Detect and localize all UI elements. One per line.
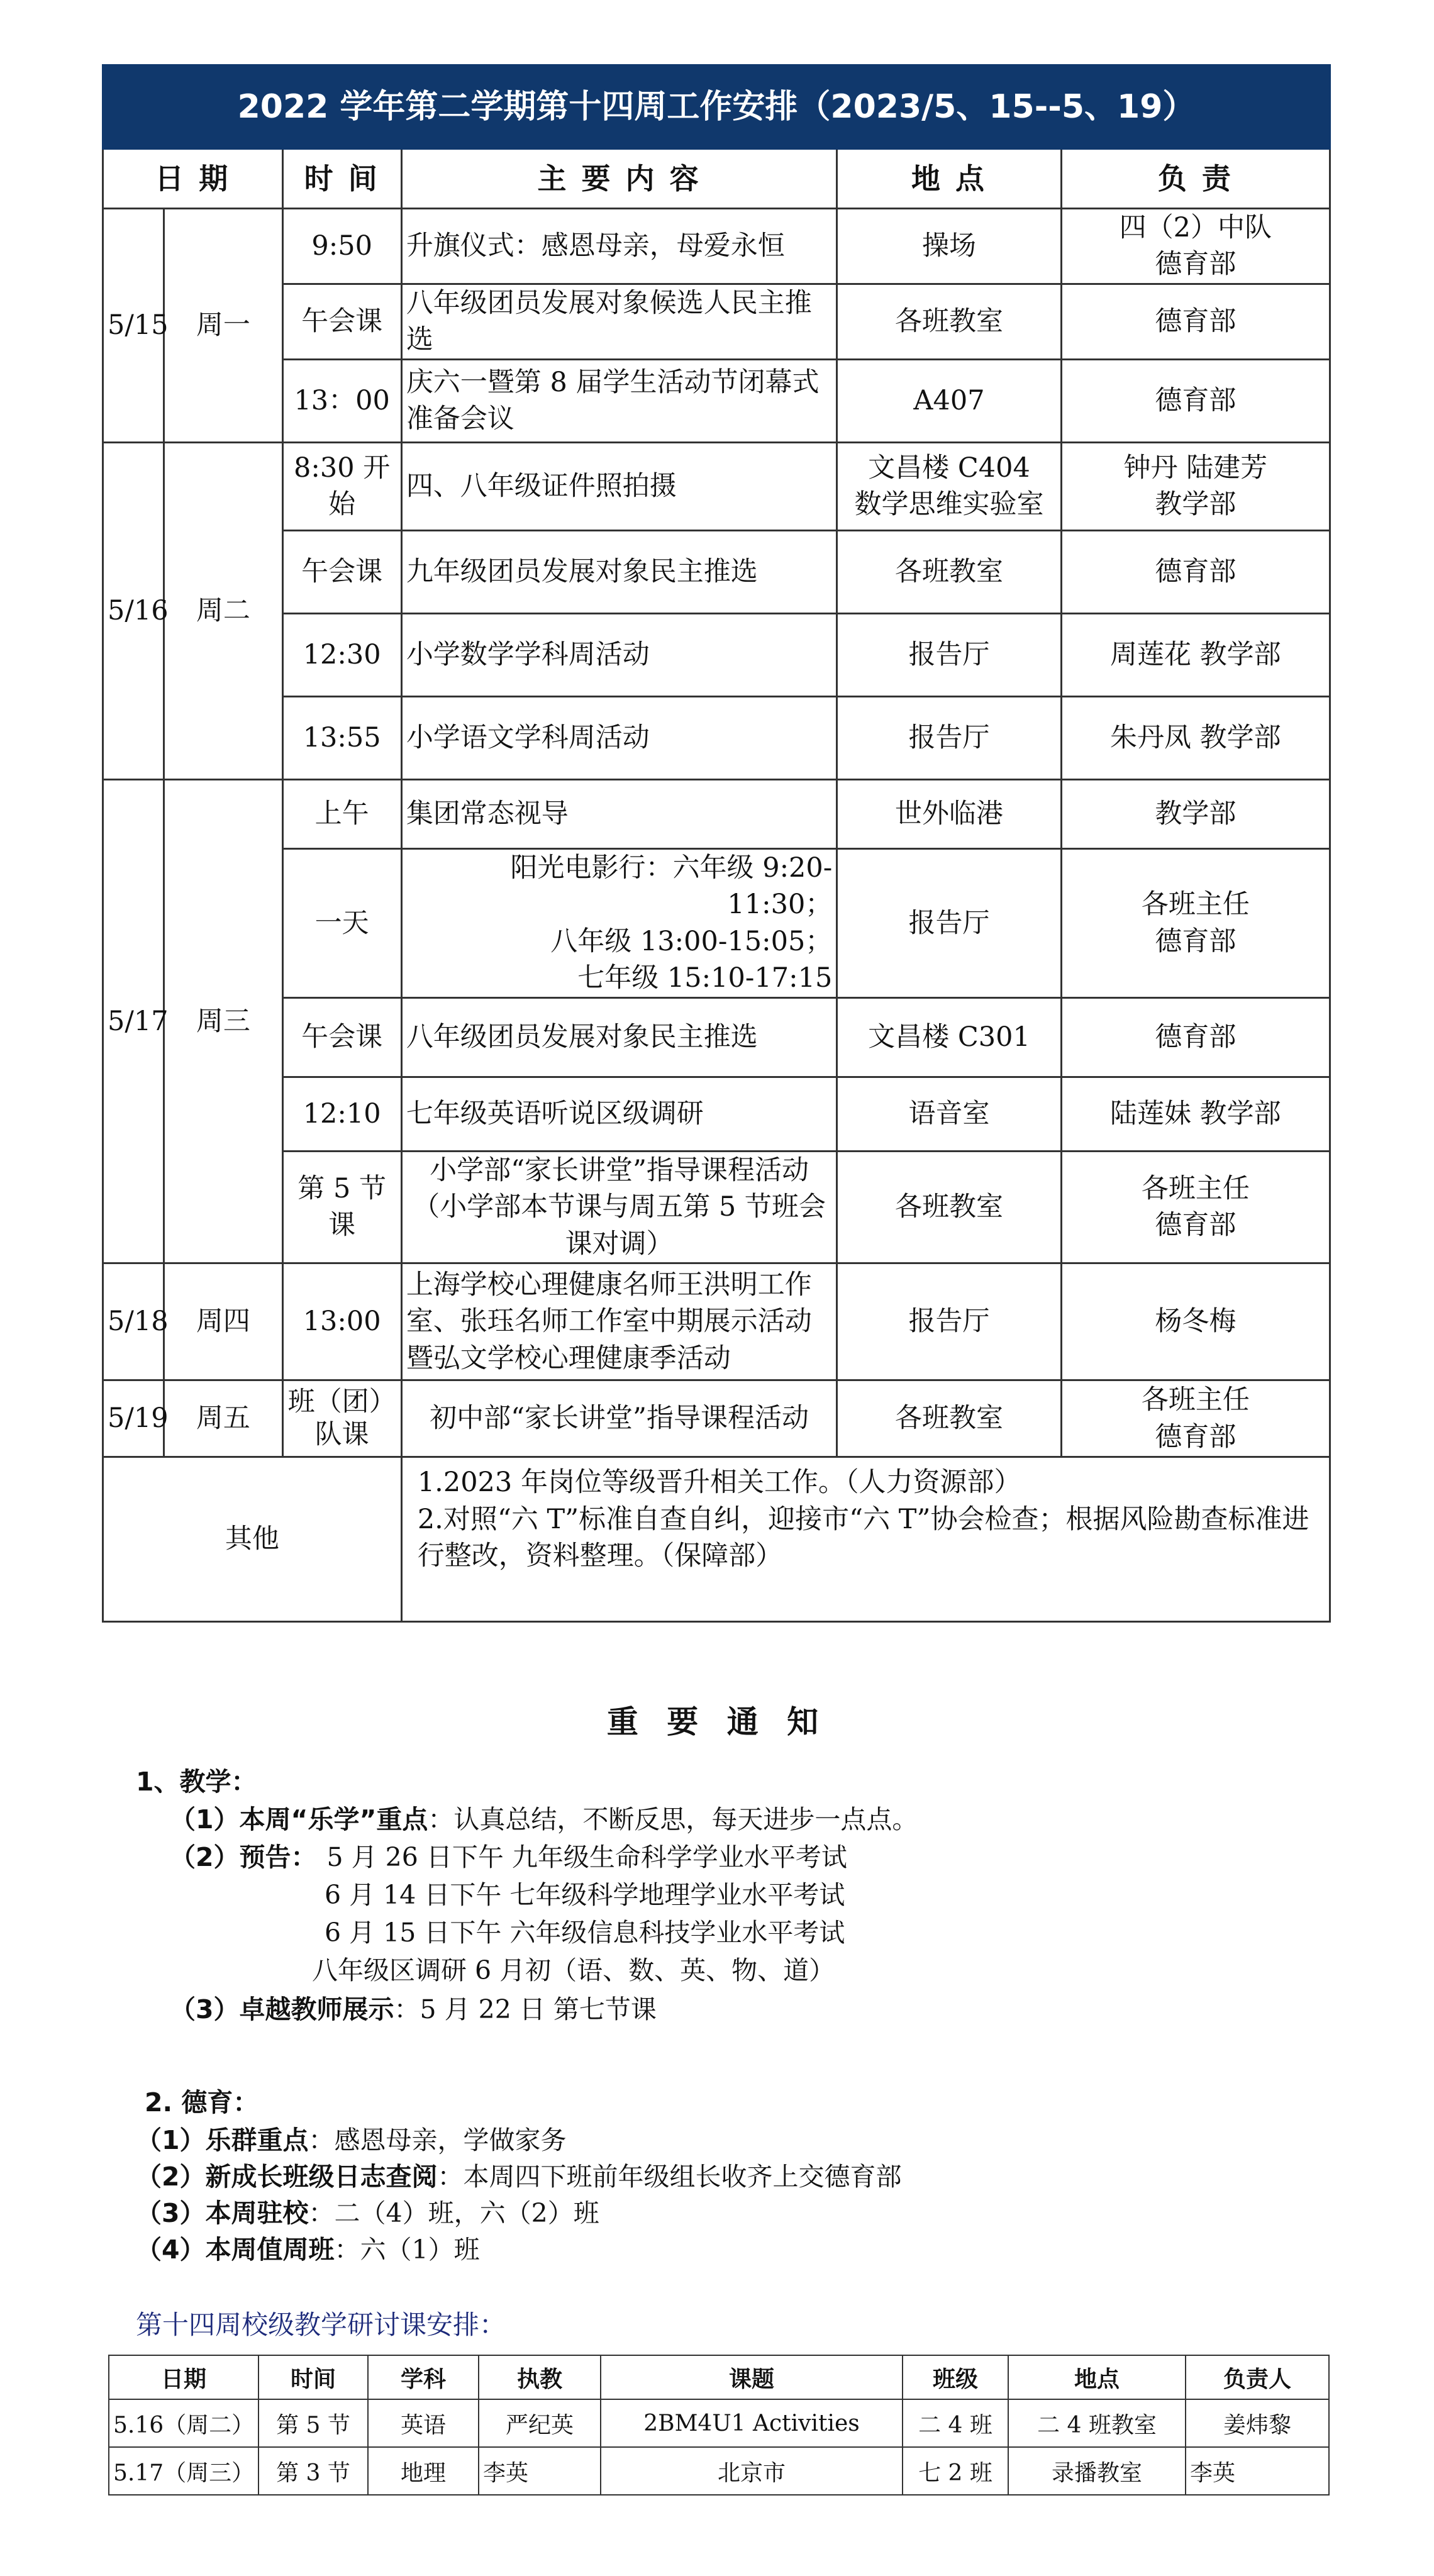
- research-header: 时间: [258, 2355, 368, 2399]
- location-cell: 报告厅: [837, 848, 1061, 997]
- location-cell: 各班教室: [837, 530, 1061, 613]
- time-cell: 13：00: [282, 359, 401, 442]
- research-header-row: [109, 2355, 1329, 2399]
- content-cell: 八年级团员发展对象民主推选: [401, 997, 837, 1077]
- table-row: [109, 2399, 1329, 2447]
- table-row: [103, 1077, 1330, 1151]
- table-row: [103, 997, 1330, 1077]
- owner-cell: 陆莲妹 教学部: [1061, 1077, 1330, 1151]
- date-cell: 5/18: [103, 1263, 164, 1380]
- owner-cell: 德育部: [1061, 284, 1330, 359]
- content-cell: 小学数学学科周活动: [401, 613, 837, 696]
- moral-item-4: （4）本周值周班：六（1）班: [136, 2235, 480, 2265]
- moral-heading: 2. 德育：: [145, 2087, 259, 2118]
- content-cell: 阳光电影行：六年级 9:20-11:30； 八年级 13:00-15:05； 七年级 15:10-17:15: [401, 848, 837, 997]
- content-cell: 初中部“家长讲堂”指导课程活动: [401, 1380, 837, 1457]
- weekday-cell: 周一: [164, 209, 282, 443]
- research-header: 地点: [1008, 2355, 1186, 2399]
- research-cell: 李英: [1186, 2447, 1329, 2495]
- teaching-item-2: （2）预告： 5 月 26 日下午 九年级生命科学学业水平考试: [170, 1842, 847, 1872]
- research-cell: 北京市: [601, 2447, 903, 2495]
- table-row: [103, 848, 1330, 997]
- location-cell: 世外临港: [837, 779, 1061, 848]
- owner-cell: 周莲花 教学部: [1061, 613, 1330, 696]
- research-header: 执教: [479, 2355, 601, 2399]
- date-cell: 5/15: [103, 209, 164, 443]
- notice-title: 重 要 通 知: [606, 1704, 828, 1740]
- content-cell: 升旗仪式：感恩母亲，母爱永恒: [401, 209, 837, 284]
- location-cell: 语音室: [837, 1077, 1061, 1151]
- research-cell: 二 4 班教室: [1008, 2399, 1186, 2447]
- time-cell: 午会课: [282, 530, 401, 613]
- header-date: 日 期: [103, 149, 283, 209]
- content-cell: 四、八年级证件照拍摄: [401, 442, 837, 530]
- preview-line: 八年级区调研 6 月初（语、数、英、物、道）: [312, 1955, 835, 1985]
- table-row: [103, 613, 1330, 696]
- time-cell: 午会课: [282, 284, 401, 359]
- table-row: [109, 2447, 1329, 2495]
- date-cell: 5/19: [103, 1380, 164, 1457]
- content-cell: 八年级团员发展对象候选人民主推选: [401, 284, 837, 359]
- table-row: [103, 359, 1330, 442]
- content-cell: 九年级团员发展对象民主推选: [401, 530, 837, 613]
- teaching-item-3: （3）卓越教师展示：5 月 22 日 第七节课: [170, 1994, 657, 2024]
- table-row: [103, 779, 1330, 848]
- research-cell: 李英: [479, 2447, 601, 2495]
- research-lesson-table: [108, 2355, 1330, 2496]
- moral-item-3: （3）本周驻校：二（4）班，六（2）班: [136, 2198, 599, 2228]
- date-cell: 5/16: [103, 442, 164, 779]
- table-row: [103, 442, 1330, 530]
- table-row: [103, 1151, 1330, 1263]
- owner-cell: 各班主任 德育部: [1061, 1151, 1330, 1263]
- owner-cell: 朱丹凤 教学部: [1061, 696, 1330, 779]
- research-title: 第十四周校级教学研讨课安排：: [136, 2309, 506, 2340]
- research-cell: 5.17（周三）: [109, 2447, 258, 2495]
- location-cell: 报告厅: [837, 696, 1061, 779]
- owner-cell: 杨冬梅: [1061, 1263, 1330, 1380]
- research-cell: 录播教室: [1008, 2447, 1186, 2495]
- research-header: 班级: [903, 2355, 1008, 2399]
- owner-cell: 钟丹 陆建芳 教学部: [1061, 442, 1330, 530]
- other-content: [401, 1457, 1330, 1622]
- teaching-item-1: （1）本周“乐学”重点：认真总结，不断反思，每天进步一点点。: [170, 1804, 918, 1835]
- other-item-2: 2.对照“六 T”标准自查自纠，迎接市“六 T”协会检查；根据风险勘查标准进行整改，资料整理。（保障部）: [417, 1503, 1309, 1572]
- research-cell: 2BM4U1 Activities: [601, 2399, 903, 2447]
- research-header: 负责人: [1186, 2355, 1329, 2399]
- other-label: 其他: [103, 1457, 402, 1622]
- header-location: 地 点: [837, 149, 1061, 209]
- owner-cell: 德育部: [1061, 530, 1330, 613]
- location-cell: A407: [837, 359, 1061, 442]
- owner-cell: 各班主任 德育部: [1061, 848, 1330, 997]
- research-cell: 英语: [368, 2399, 479, 2447]
- other-item-1: 1.2023 年岗位等级晋升相关工作。（人力资源部）: [417, 1467, 1021, 1499]
- location-cell: 各班教室: [837, 1151, 1061, 1263]
- time-cell: 上午: [282, 779, 401, 848]
- location-cell: 文昌楼 C301: [837, 997, 1061, 1077]
- table-row: [103, 209, 1330, 284]
- time-cell: 午会课: [282, 997, 401, 1077]
- time-cell: 8:30 开始: [282, 442, 401, 530]
- table-row: [103, 1380, 1330, 1457]
- owner-cell: 四（2）中队 德育部: [1061, 209, 1330, 284]
- research-header: 日期: [109, 2355, 258, 2399]
- time-cell: 第 5 节课: [282, 1151, 401, 1263]
- weekday-cell: 周五: [164, 1380, 282, 1457]
- content-cell: 上海学校心理健康名师王洪明工作 室、张珏名师工作室中期展示活动 暨弘文学校心理健康季活动: [401, 1263, 837, 1380]
- time-cell: 12:10: [282, 1077, 401, 1151]
- research-cell: 第 5 节: [258, 2399, 368, 2447]
- research-cell: 姜炜黎: [1186, 2399, 1329, 2447]
- weekday-cell: 周四: [164, 1263, 282, 1380]
- moral-item-2: （2）新成长班级日志查阅：本周四下班前年级组长收齐上交德育部: [136, 2162, 902, 2192]
- preview-line: 6 月 15 日下午 六年级信息科技学业水平考试: [325, 1918, 845, 1948]
- content-cell: 小学部“家长讲堂”指导课程活动 （小学部本节课与周五第 5 节班会 课对调）: [401, 1151, 837, 1263]
- moral-item-1: （1）乐群重点：感恩母亲，学做家务: [136, 2125, 567, 2155]
- table-row: [103, 696, 1330, 779]
- time-cell: 9:50: [282, 209, 401, 284]
- date-cell: 5/17: [103, 779, 164, 1263]
- weekly-schedule-table: [102, 64, 1331, 1623]
- owner-cell: 德育部: [1061, 359, 1330, 442]
- table-row: [103, 1263, 1330, 1380]
- table-row: [103, 284, 1330, 359]
- location-cell: 各班教室: [837, 1380, 1061, 1457]
- table-row: [103, 530, 1330, 613]
- research-header: 课题: [601, 2355, 903, 2399]
- location-cell: 操场: [837, 209, 1061, 284]
- content-cell: 七年级英语听说区级调研: [401, 1077, 837, 1151]
- owner-cell: 各班主任 德育部: [1061, 1380, 1330, 1457]
- time-cell: 13:00: [282, 1263, 401, 1380]
- location-cell: 文昌楼 C404 数学思维实验室: [837, 442, 1061, 530]
- header-content: 主 要 内 容: [401, 149, 837, 209]
- preview-line: 6 月 14 日下午 七年级科学地理学业水平考试: [325, 1880, 845, 1910]
- weekday-cell: 周三: [164, 779, 282, 1263]
- research-header: 学科: [368, 2355, 479, 2399]
- owner-cell: 教学部: [1061, 779, 1330, 848]
- research-cell: 5.16（周二）: [109, 2399, 258, 2447]
- research-cell: 七 2 班: [903, 2447, 1008, 2495]
- research-cell: 第 3 节: [258, 2447, 368, 2495]
- schedule-title: 2022 学年第二学期第十四周工作安排（2023/5、15--5、19）: [103, 65, 1330, 149]
- time-cell: 班（团）队课: [282, 1380, 401, 1457]
- location-cell: 报告厅: [837, 1263, 1061, 1380]
- content-cell: 庆六一暨第 8 届学生活动节闭幕式准备会议: [401, 359, 837, 442]
- time-cell: 一天: [282, 848, 401, 997]
- time-cell: 13:55: [282, 696, 401, 779]
- time-cell: 12:30: [282, 613, 401, 696]
- research-cell: 二 4 班: [903, 2399, 1008, 2447]
- research-cell: 严纪英: [479, 2399, 601, 2447]
- research-cell: 地理: [368, 2447, 479, 2495]
- content-cell: 集团常态视导: [401, 779, 837, 848]
- teaching-heading: 1、教学：: [136, 1767, 257, 1797]
- header-owner: 负 责: [1061, 149, 1330, 209]
- content-cell: 小学语文学科周活动: [401, 696, 837, 779]
- table-row-other: [103, 1457, 1330, 1622]
- weekday-cell: 周二: [164, 442, 282, 779]
- location-cell: 各班教室: [837, 284, 1061, 359]
- owner-cell: 德育部: [1061, 997, 1330, 1077]
- header-time: 时 间: [282, 149, 401, 209]
- location-cell: 报告厅: [837, 613, 1061, 696]
